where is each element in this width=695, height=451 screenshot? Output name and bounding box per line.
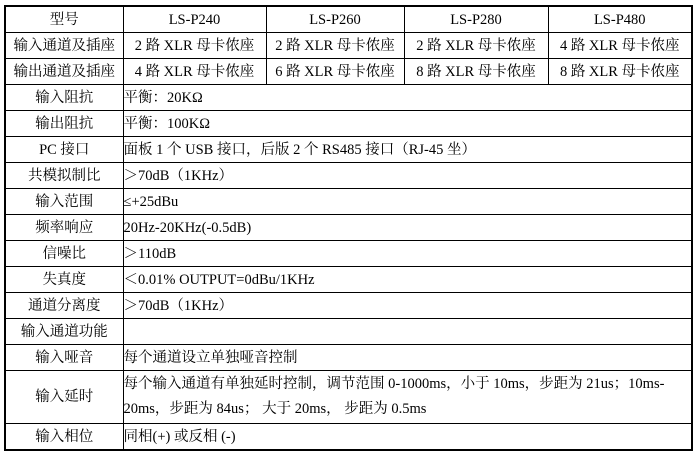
spec-table (4, 5, 693, 451)
model-header-cell-4: LS-P480 (548, 6, 692, 33)
row-label-cell: 输入哑音 (5, 345, 123, 371)
row-value-cell: 8 路 XLR 母卡侬座 (548, 59, 692, 85)
row-output-channels (5, 59, 692, 85)
corner-header-cell: 型号 (5, 6, 123, 33)
row-input-phase (5, 424, 692, 451)
row-label-cell: 输入范围 (5, 189, 123, 215)
row-channel-separation (5, 293, 692, 319)
row-label-cell: 输出通道及插座 (5, 59, 123, 85)
row-label-cell: 输入通道及插座 (5, 33, 123, 59)
row-label-cell: 输入阻抗 (5, 85, 123, 111)
row-label-cell: 输出阻抗 (5, 111, 123, 137)
row-label-cell: 失真度 (5, 267, 123, 293)
row-value-cell: ≤+25dBu (123, 189, 692, 215)
row-value-cell: 平衡：20KΩ (123, 85, 692, 111)
row-value-cell: ＜0.01% OUTPUT=0dBu/1KHz (123, 267, 692, 293)
model-header-cell-3: LS-P280 (404, 6, 548, 33)
row-value-cell: 4 路 XLR 母卡侬座 (123, 59, 266, 85)
row-value-cell: 2 路 XLR 母卡侬座 (266, 33, 404, 59)
row-input-range (5, 189, 692, 215)
row-distortion (5, 267, 692, 293)
row-label-cell: 输入延时 (5, 371, 123, 424)
row-label-cell: 信噪比 (5, 241, 123, 267)
row-label-cell: 共模拟制比 (5, 163, 123, 189)
row-value-cell: 同相(+) 或反相 (-) (123, 424, 692, 451)
row-value-cell (123, 319, 692, 345)
row-value-cell: 2 路 XLR 母卡侬座 (123, 33, 266, 59)
row-input-mute (5, 345, 692, 371)
row-snr (5, 241, 692, 267)
row-cmrr (5, 163, 692, 189)
row-label-cell: 通道分离度 (5, 293, 123, 319)
row-value-cell: 面板 1 个 USB 接口，后版 2 个 RS485 接口（RJ-45 坐） (123, 137, 692, 163)
row-label-cell: 输入相位 (5, 424, 123, 451)
row-input-delay (5, 371, 692, 424)
row-value-cell: 平衡：100KΩ (123, 111, 692, 137)
row-label-cell: PC 接口 (5, 137, 123, 163)
row-frequency-response (5, 215, 692, 241)
row-label-cell: 输入通道功能 (5, 319, 123, 345)
row-value-cell: ＞110dB (123, 241, 692, 267)
row-value-cell: 6 路 XLR 母卡侬座 (266, 59, 404, 85)
row-input-channels (5, 33, 692, 59)
row-value-cell: 2 路 XLR 母卡侬座 (404, 33, 548, 59)
model-header-cell-2: LS-P260 (266, 6, 404, 33)
header-row (5, 6, 692, 33)
row-value-cell: 8 路 XLR 母卡侬座 (404, 59, 548, 85)
row-value-cell: ＞70dB（1KHz） (123, 293, 692, 319)
row-value-cell: 每个输入通道有单独延时控制，调节范围 0-1000ms，小于 10ms，步距为 21us；10ms-20ms，步距为 84us； 大于 20ms， 步距为 0.5ms (123, 371, 692, 424)
row-value-cell: 每个通道设立单独哑音控制 (123, 345, 692, 371)
spec-table-container (4, 5, 693, 451)
row-input-channel-functions (5, 319, 692, 345)
row-output-impedance (5, 111, 692, 137)
row-pc-interface (5, 137, 692, 163)
row-value-cell: 4 路 XLR 母卡侬座 (548, 33, 692, 59)
model-header-cell-1: LS-P240 (123, 6, 266, 33)
row-input-impedance (5, 85, 692, 111)
row-label-cell: 频率响应 (5, 215, 123, 241)
row-value-cell: ＞70dB（1KHz） (123, 163, 692, 189)
row-value-cell: 20Hz-20KHz(-0.5dB) (123, 215, 692, 241)
